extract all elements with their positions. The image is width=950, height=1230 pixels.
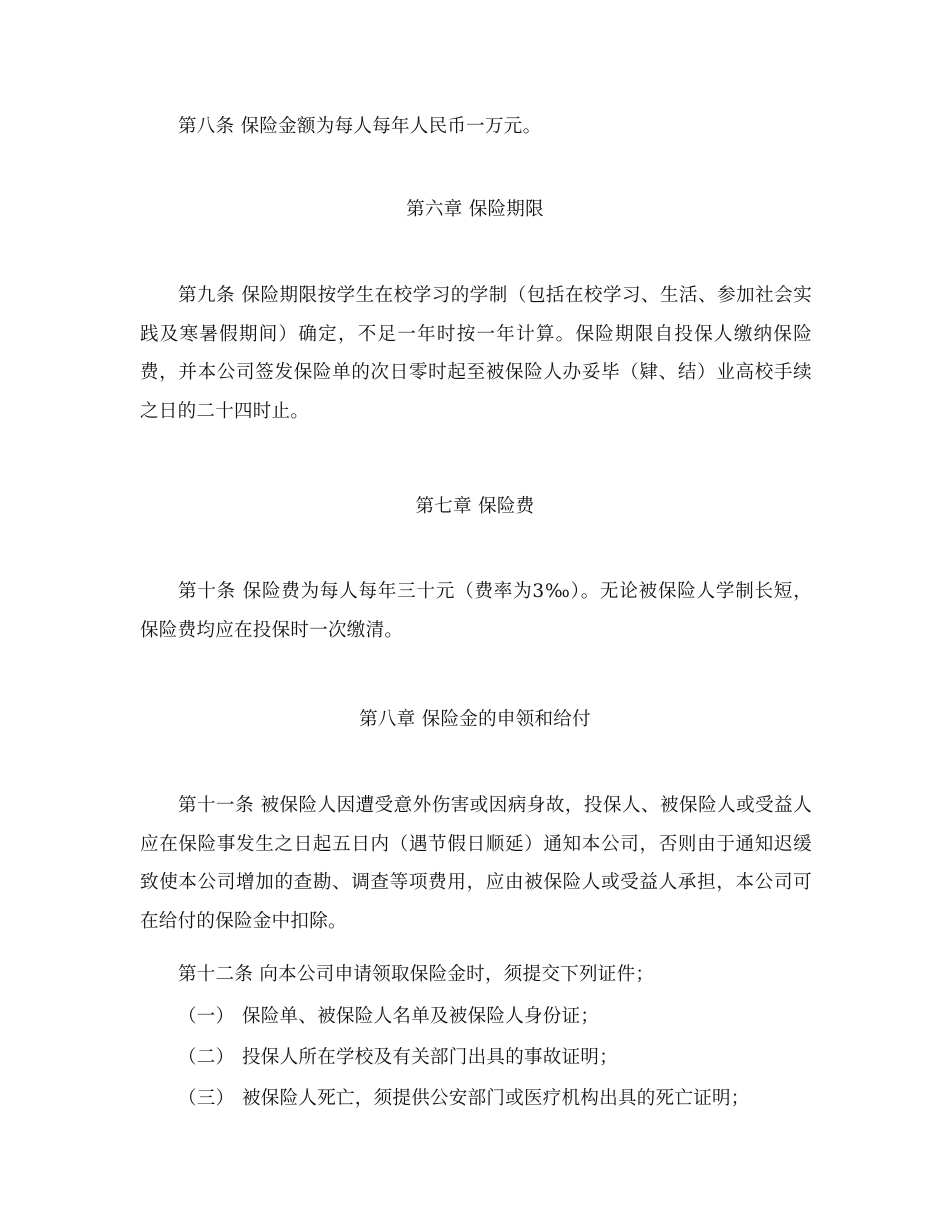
article-11: 第十一条 被保险人因遭受意外伤害或因病身故，投保人、被保险人或受益人应在保险事发生之日起五日内（遇节假日顺延）通知本公司，否则由于通知迟缓致使本公司增加的查勘、调查等项费用，应由被保险人或受益人承担，本公司可在给付的保险金中扣除。 <box>140 795 812 932</box>
chapter-6-heading: 第六章 保险期限 <box>406 199 544 220</box>
article-9: 第九条 保险期限按学生在校学习的学制（包括在校学习、生活、参加社会实践及寒暑假期间）确定，不足一年时按一年计算。保险期限自投保人缴纳保险费，并本公司签发保险单的次日零时起至被保险人办妥毕（肄、结）业高校手续之日的二十四时止。 <box>140 285 812 422</box>
list-item <box>178 1046 618 1070</box>
list-item-number: （一） <box>178 1006 235 1027</box>
article-12: 第十二条 向本公司申请领取保险金时，须提交下列证件； <box>178 964 655 985</box>
chapter-8-heading: 第八章 保险金的申领和给付 <box>359 709 591 730</box>
list-item-text: 保险单、被保险人名单及被保险人身份证； <box>242 1006 600 1027</box>
list-item <box>178 1005 599 1029</box>
list-item-text: 投保人所在学校及有关部门出具的事故证明； <box>242 1047 619 1068</box>
list-item-number: （二） <box>178 1047 235 1068</box>
list-item-text: 被保险人死亡，须提供公安部门或医疗机构出具的死亡证明； <box>242 1088 750 1109</box>
list-item <box>178 1087 750 1111</box>
chapter-7-heading: 第七章 保险费 <box>415 496 535 517</box>
article-10: 第十条 保险费为每人每年三十元（费率为3‰）。无论被保险人学制长短，保险费均应在投保时一次缴清。 <box>140 581 812 641</box>
list-item-number: （三） <box>178 1088 235 1109</box>
article-8: 第八条 保险金额为每人每年人民币一万元。 <box>178 116 542 137</box>
